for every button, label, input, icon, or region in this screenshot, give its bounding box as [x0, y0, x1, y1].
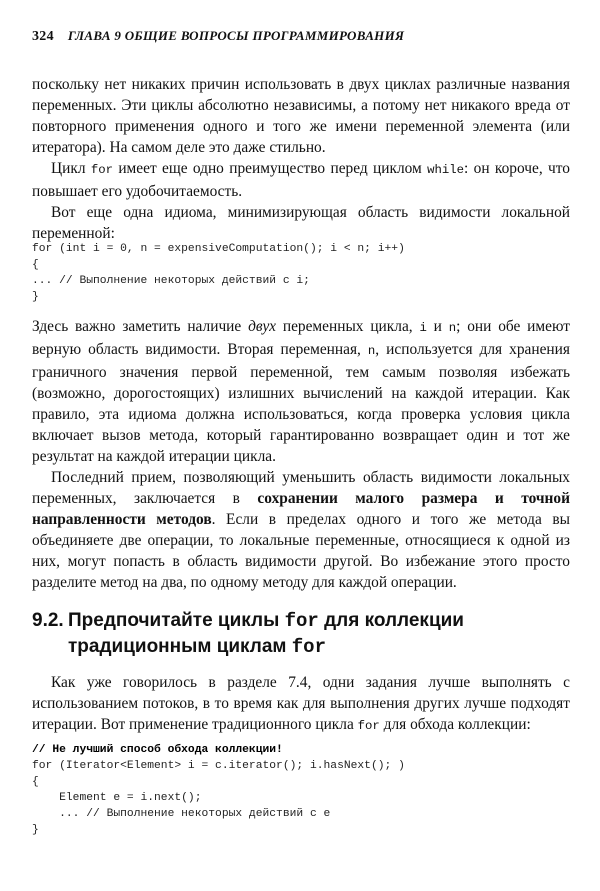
page-number: 324	[32, 29, 54, 44]
running-header	[32, 28, 404, 45]
section-heading: 9.2. Предпочитайте циклы for для коллекции традиционным циклам for	[32, 610, 464, 658]
paragraph-3: Вот еще одна идиома, минимизирующая область видимости локальной переменной:	[32, 204, 570, 242]
paragraph-2: Цикл for имеет еще одно преимущество перед циклом while: он короче, что повышает его удобочитаемость.	[32, 160, 570, 200]
chapter-title: ГЛАВА 9 ОБЩИЕ ВОПРОСЫ ПРОГРАММИРОВАНИЯ	[67, 28, 405, 43]
code-comment: // Не лучший способ обхода коллекции!	[32, 744, 283, 756]
code-block-1: for (int i = 0, n = expensiveComputation(); i < n; i++) { ... // Выполнение некоторых действий с i; }	[32, 243, 405, 303]
code-block-2: // Не лучший способ обхода коллекции! for (Iterator<Element> i = c.iterator(); i.hasNext(); ) { Element e = i.next(); ... // Выполнение некоторых действий с e }	[32, 744, 405, 836]
body-block-3	[32, 672, 570, 737]
body-block-2	[32, 316, 570, 593]
paragraph-1: поскольку нет никаких причин использовать в двух циклах различные названия переменных. Эти циклы абсолютно независимы, а потому нет никакого вреда от повторного применения одного и того же имени переменной элемента (или итератора). На самом деле это даже стильно.	[32, 76, 570, 156]
body-block-1	[32, 74, 570, 244]
paragraph-6: Как уже говорилось в разделе 7.4, одни задания лучше выполнять с использованием потоков, в то время как для выполнения других лучше подходят итерации. Вот применение традиционного цикла for для обхода коллекции:	[32, 674, 570, 733]
paragraph-5: Последний прием, позволяющий уменьшить область видимости локальных переменных, заключается в сохранении малого размера и точной направленности методов. Если в пределах одного и того же метода вы объединяете две операции, то локальные переменные, относящиеся к одной из них, могут попасть в область видимости другой. Во избежание этого просто разделите метод на два, по одному методу для каждой операции.	[32, 469, 570, 591]
paragraph-4: Здесь важно заметить наличие двух переменных цикла, i и n; они обе имеют верную область видимости. Вторая переменная, n, используется для хранения граничного значения первой переменной, тем самым позволяя избежать (возможно, дорогостоящих) излишних вычислений на каждой итерации. Как правило, эта идиома должна использоваться, когда проверка условия цикла включает вызов метода, который гарантированно возвращает один и тот же результат на каждой итерации цикла.	[32, 318, 570, 465]
